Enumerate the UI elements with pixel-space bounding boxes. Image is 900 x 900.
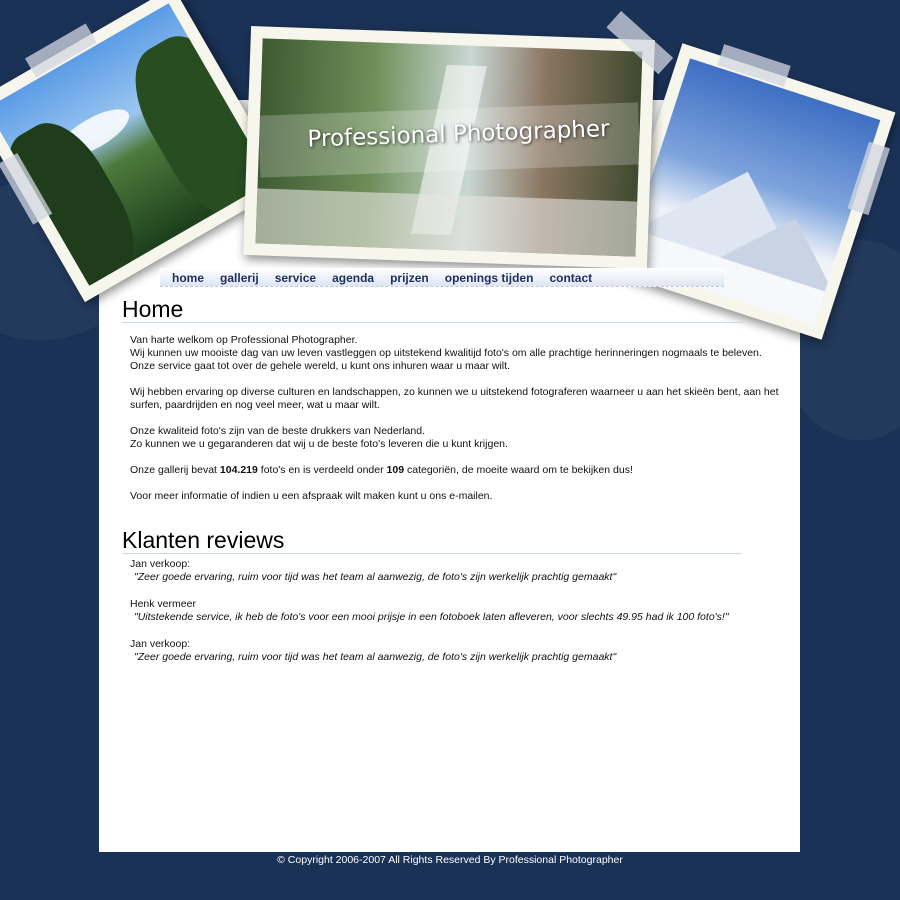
nav-contact[interactable]: contact — [549, 271, 593, 285]
experience-paragraph: Wij hebben ervaring op diverse culturen en landschappen, zo kunnen we u uitstekend fotograferen waarneer u aan het skieën bent, aan het surfen, paardrijden en nog veel meer, wat u maar wilt. — [130, 386, 779, 411]
intro-paragraph — [130, 334, 790, 373]
nav-home[interactable]: home — [172, 271, 205, 285]
gallery-text-mid: foto's en is verdeeld onder — [257, 464, 387, 476]
main-content — [122, 296, 790, 678]
gallery-paragraph — [130, 464, 790, 477]
gallery-text-pre: Onze gallerij bevat — [130, 464, 220, 476]
gallery-categories: 109 — [386, 464, 405, 476]
review-quote: "Uitstekende service, ik heb de foto's voor een mooi prijsje in een fotoboek laten afleveren, voor slechts 49.95 had ik 100 foto's!" — [134, 611, 729, 623]
footer-copyright: © Copyright 2006-2007 All Rights Reserved By Professional Photographer — [277, 854, 623, 866]
photo-waterfall — [243, 26, 655, 269]
review-quote: "Zeer goede ervaring, ruim voor tijd was het team al aanwezig, de foto's zijn werkelijk prachtig gemaakt" — [134, 651, 617, 663]
nav-gallerij[interactable]: gallerij — [220, 271, 259, 285]
review-item — [130, 638, 790, 664]
review-author: Jan verkoop: — [130, 638, 191, 650]
quality-line-2: Zo kunnen we u gegaranderen dat wij u de beste foto's leveren die u kunt krijgen. — [130, 438, 508, 450]
review-author: Jan verkoop: — [130, 558, 191, 570]
gallery-count: 104.219 — [219, 464, 258, 476]
nav-prijzen[interactable]: prijzen — [390, 271, 429, 285]
waterfall-image — [256, 38, 643, 256]
logo-text: Professional Photographer — [307, 116, 610, 153]
home-section — [130, 334, 790, 503]
nav-agenda[interactable]: agenda — [332, 271, 375, 285]
intro-line-3: Onze service gaat tot over de gehele wereld, u kunt ons inhuren waar u maar wilt. — [130, 360, 510, 372]
main-nav — [160, 268, 724, 287]
review-quote: "Zeer goede ervaring, ruim voor tijd was het team al aanwezig, de foto's zijn werkelijk prachtig gemaakt" — [134, 571, 617, 583]
review-item — [130, 598, 790, 624]
gallery-text-post: categoriën, de moeite waard om te bekijken dus! — [404, 464, 633, 476]
intro-line-2: Wij kunnen uw mooiste dag van uw leven vastleggen op uitstekend kwalitijd foto's om alle prachtige herinneringen nogmaals te beleven. — [130, 347, 762, 359]
contact-paragraph: Voor meer informatie of indien u een afspraak wilt maken kunt u ons e-mailen. — [130, 490, 493, 502]
review-author: Henk vermeer — [130, 598, 196, 610]
quality-line-1: Onze kwaliteid foto's zijn van de beste drukkers van Nederland. — [130, 425, 425, 437]
nav-service[interactable]: service — [274, 271, 317, 285]
reviews-title: Klanten reviews — [122, 527, 742, 554]
reviews-section — [130, 558, 790, 664]
quality-paragraph — [130, 425, 790, 451]
review-item — [130, 558, 790, 584]
home-title: Home — [122, 296, 742, 323]
intro-line-1: Van harte welkom op Professional Photographer. — [130, 334, 358, 346]
nav-openings-tijden[interactable]: openings tijden — [444, 271, 534, 285]
